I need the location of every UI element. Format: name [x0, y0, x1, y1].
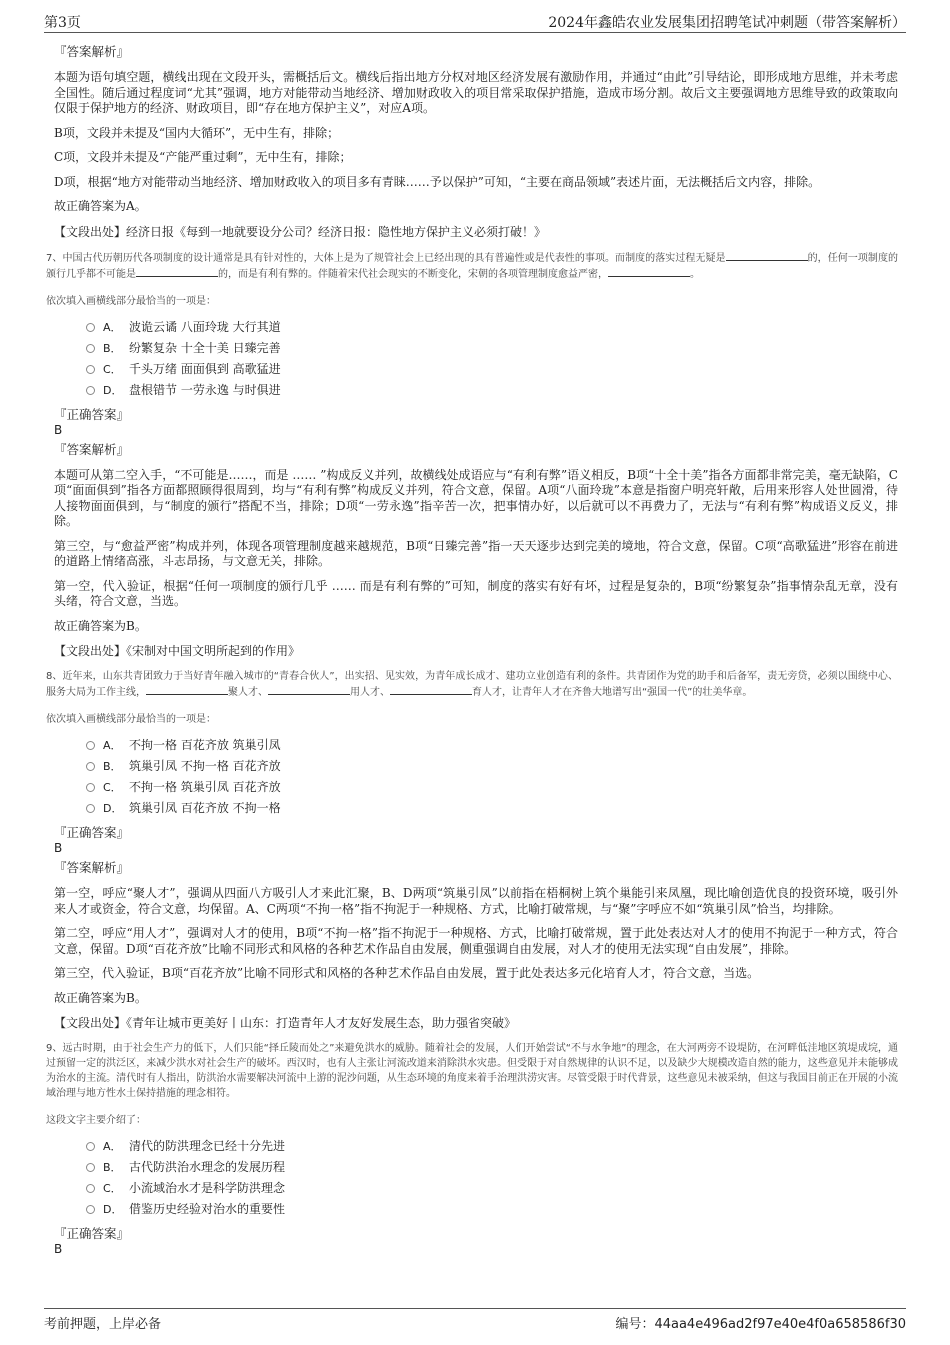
option-b[interactable]: B． 筑巢引凤 不拘一格 百花齐放: [86, 756, 898, 777]
radio-icon[interactable]: [86, 741, 95, 750]
footer-slogan: 考前押题，上岸必备: [44, 1317, 162, 1332]
radio-icon[interactable]: [86, 804, 95, 813]
question-stem: 8、近年来，山东共青团致力于当好青年融入城市的“青春合伙人”，出实招、见实效，为青年成长成才、建功立业创造有利的条件。共青团作为党的助手和后备军，责无旁贷，必须以围绕中心、服务大局为工作主线， 聚人才、 用人才、 育人才，让青年人才在齐鲁大地谱写出“强国一代”的壮美华章。: [46, 671, 898, 698]
radio-icon[interactable]: [86, 1163, 95, 1172]
page-content: [46, 44, 898, 1261]
option-a[interactable]: A． 波诡云谲 八面玲珑 大行其道: [86, 317, 898, 338]
analysis-paragraph: 第二空，呼应“用人才”，强调对人才的使用，B项“不拘一格”指不拘泥于一种规格、方式，比喻打破常规，置于此处表达对人才的使用不拘泥于一种方式，符合文意，保留。D项“百花齐放”比喻不同形式和风格的各种艺术作品自由发展，侧重强调自由发展，对人才的使用无法实现“自由发展”，排除。: [54, 926, 898, 956]
option-list: [86, 735, 898, 819]
document-title: 2024年鑫皓农业发展集团招聘笔试冲刺题（带答案解析）: [548, 15, 906, 31]
source-citation: 【文段出处】《宋制对中国文明所起到的作用》: [54, 644, 301, 658]
analysis-paragraph: 第一空，代入验证，根据“任何一项制度的颁行几乎 …… 而是有利有弊的”可知，制度的落实有好有坏，过程是复杂的，B项“纷繁复杂”指事情杂乱无章，没有头绪，符合文意，当选。: [54, 578, 898, 608]
option-b[interactable]: B． 古代防洪治水理念的发展历程: [86, 1157, 898, 1178]
option-c[interactable]: C． 不拘一格 筑巢引凤 百花齐放: [86, 777, 898, 798]
radio-icon[interactable]: [86, 365, 95, 374]
fill-blank: [146, 684, 228, 695]
radio-icon[interactable]: [86, 386, 95, 395]
analysis-paragraph: 故正确答案为B。: [54, 990, 147, 1005]
answer-label: 『正确答案』: [54, 825, 130, 840]
answer-value: B: [54, 841, 63, 855]
radio-icon[interactable]: [86, 1142, 95, 1151]
radio-icon[interactable]: [86, 1205, 95, 1214]
option-list: [86, 317, 898, 401]
question-prompt: 依次填入画横线部分最恰当的一项是：: [46, 295, 216, 307]
fill-blank: [726, 250, 808, 261]
radio-icon[interactable]: [86, 783, 95, 792]
analysis-paragraph: 故正确答案为B。: [54, 618, 147, 633]
analysis-paragraph: 第三空，与“愈益严密”构成并列，体现各项管理制度越来越规范，B项“日臻完善”指一天天逐步达到完美的境地，符合文意，保留。C项“高歌猛进”形容在前进的道路上情绪高涨，斗志昂扬，与文意无关，排除。: [54, 538, 898, 568]
option-c[interactable]: C． 小流域治水才是科学防洪理念: [86, 1178, 898, 1199]
analysis-paragraph: C项，文段并未提及“产能严重过剩”，无中生有，排除；: [54, 150, 352, 164]
analysis-label: 『答案解析』: [54, 860, 130, 875]
option-b[interactable]: B． 纷繁复杂 十全十美 日臻完善: [86, 338, 898, 359]
question-stem: 9、远古时期，由于社会生产力的低下，人们只能“择丘陵而处之”来避免洪水的威胁。随着社会的发展，人们开始尝试“不与水争地”的理念，在大河两旁不设堤防，在河畔低洼地区筑堤成垸，通过预留一定的洪泛区，来减少洪水对社会生产的破坏。西汉时，也有人主张让河流改道来消除洪水灾患。但受限于对自然规律的认识不足，以及缺少大规模改造自然的能力，这些意见并未能够成为治水的主流。清代时有人指出，防洪治水需要解决河流中上游的泥沙问题，从生态环境的角度来着手治理洪涝灾害。尽管受限于时代背景，这些意见未被采纳，但这与我国目前正在开展的小流域治理与地方性水土保持措施的理念相符。: [46, 1043, 898, 1099]
option-a[interactable]: A． 清代的防洪理念已经十分先进: [86, 1136, 898, 1157]
page-footer: [44, 1308, 906, 1331]
option-c[interactable]: C． 千头万绪 面面俱到 高歌猛进: [86, 359, 898, 380]
document-code: 编号：44aa4e496ad2f97e40e4f0a658586f30: [615, 1317, 906, 1332]
fill-blank: [268, 684, 350, 695]
fill-blank: [608, 266, 690, 277]
page-number: 第3页: [44, 15, 81, 31]
answer-label: 『正确答案』: [54, 1226, 130, 1241]
radio-icon[interactable]: [86, 323, 95, 332]
source-citation: 【文段出处】经济日报《每到一地就要设分公司？经济日报：隐性地方保护主义必须打破！》: [54, 224, 547, 239]
radio-icon[interactable]: [86, 762, 95, 771]
question-stem: 7、中国古代历朝历代各项制度的设计通常是具有针对性的，大体上是为了规管社会上已经出现的具有普遍性或是代表性的事项。而制度的落实过程无疑是 的，任何一项制度的颁行几乎都不可能是 的，而是有利有弊的。伴随着宋代社会现实的不断变化，宋朝的各项管理制度愈益严密， 。: [46, 250, 898, 282]
source-citation: 【文段出处】《青年让城市更美好丨山东：打造青年人才友好发展生态，助力强省突破》: [54, 1016, 517, 1030]
analysis-paragraph: 第一空，呼应“聚人才”，强调从四面八方吸引人才来此汇聚，B、D两项“筑巢引凤”以前指在梧桐树上筑个巢能引来凤凰，现比喻创造优良的投资环境，吸引外来人才或资金，符合文意，均保留。A、C两项“不拘一格”指不拘泥于一种规格、方式，比喻打破常规，与“聚”字呼应不如“筑巢引凤”恰当，均排除。: [54, 886, 898, 916]
analysis-paragraph: 第三空，代入验证，B项“百花齐放”比喻不同形式和风格的各种艺术作品自由发展，置于此处表达多元化培育人才，符合文意，当选。: [54, 966, 760, 980]
fill-blank: [136, 266, 218, 277]
fill-blank: [390, 684, 472, 695]
analysis-label: 『答案解析』: [54, 441, 130, 457]
radio-icon[interactable]: [86, 1184, 95, 1193]
question-prompt: 依次填入画横线部分最恰当的一项是：: [46, 714, 216, 725]
answer-label: 『正确答案』: [54, 406, 130, 422]
answer-value: B: [54, 422, 63, 437]
analysis-label: 『答案解析』: [54, 44, 130, 59]
option-list: [86, 1136, 898, 1220]
answer-value: B: [54, 1242, 63, 1256]
analysis-paragraph: B项，文段并未提及“国内大循环”，无中生有，排除；: [54, 125, 340, 140]
option-d[interactable]: D． 盘根错节 一劳永逸 与时俱进: [86, 380, 898, 401]
analysis-paragraph: D项，根据“地方对能带动当地经济、增加财政收入的项目多有青睐……予以保护”可知，“主要在商品领域”表述片面，无法概括后文内容，排除。: [54, 174, 821, 189]
option-d[interactable]: D． 借鉴历史经验对治水的重要性: [86, 1199, 898, 1220]
option-a[interactable]: A． 不拘一格 百花齐放 筑巢引凤: [86, 735, 898, 756]
option-d[interactable]: D． 筑巢引凤 百花齐放 不拘一格: [86, 798, 898, 819]
analysis-paragraph: 本题可从第二空入手，“不可能是……，而是 …… ”构成反义并列，故横线处成语应与“有利有弊”语义相反，B项“十全十美”指各方面都非常完美，毫无缺陷，C项“面面俱到”指各方面都照顾得很周到，均与“有利有弊”构成反义并列，符合文意，保留。A项“八面玲珑”本意是指窗户明亮轩敞，后用来形容人处世圆滑，待人接物面面俱到，与“制度的颁行”搭配不当，排除；D项“一劳永逸”指辛苦一次，把事情办好，以后就可以不再费力了，无法与“有利有弊”构成语义反义，排除。: [54, 467, 898, 528]
question-prompt: 这段文字主要介绍了：: [46, 1115, 146, 1126]
analysis-paragraph: 故正确答案为A。: [54, 199, 147, 213]
page-header: [44, 10, 906, 33]
radio-icon[interactable]: [86, 344, 95, 353]
analysis-paragraph: 本题为语句填空题，横线出现在文段开头，需概括后文。横线后指出地方分权对地区经济发展有激励作用，并通过“由此”引导结论，即形成地方思维，并未考虑全国性。随后通过程度词“尤其”强调，地方对能带动当地经济、增加财政收入的项目常采取保护措施，造成市场分割。故后文主要强调地方思维导致的政策取向仅限于保护地方的经济、财政项目，即“存在地方保护主义”，对应A项。: [54, 70, 898, 115]
